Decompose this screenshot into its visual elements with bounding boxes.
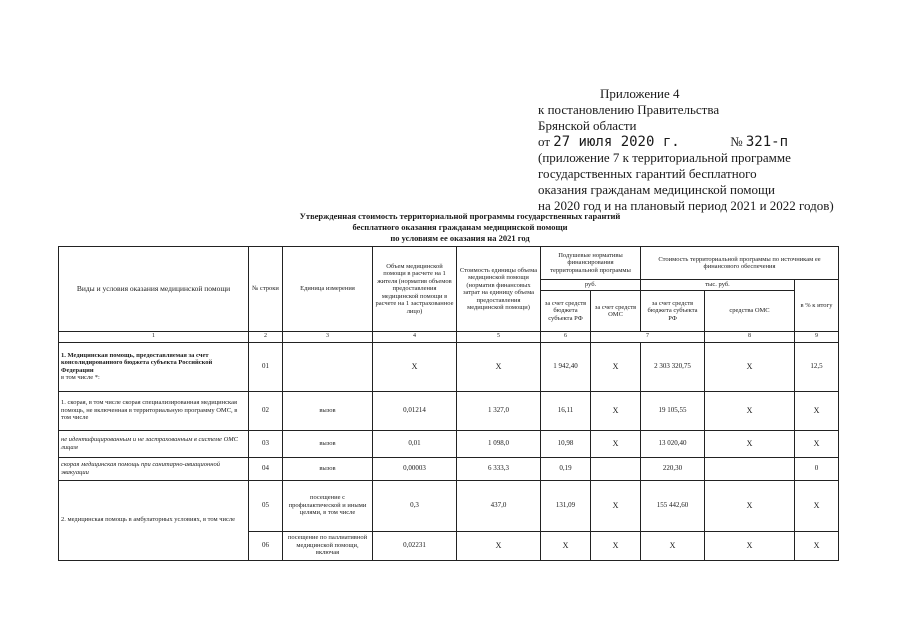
row-volume: 0,02231	[373, 531, 457, 560]
row-pc-oms	[591, 457, 641, 480]
row-volume: 0,3	[373, 480, 457, 531]
row-volume: 0,01214	[373, 391, 457, 430]
title-line: по условиям ее оказания на 2021 год	[390, 233, 530, 243]
row-unit-cost: 6 333,3	[457, 457, 541, 480]
column-number: 6	[541, 332, 591, 343]
col-header-oms-total: средства ОМС	[705, 291, 795, 332]
row-no: 06	[249, 531, 283, 560]
row-unit	[283, 342, 373, 391]
row-volume: X	[373, 342, 457, 391]
row-total-budget: 13 020,40	[641, 430, 705, 457]
header-note: (приложение 7 к территориальной программе	[538, 150, 791, 165]
row-pc-oms: X	[591, 342, 641, 391]
col-header-per-capita: Подушевые нормативы финансирования территориальной программы	[541, 247, 641, 280]
table-row	[59, 457, 839, 480]
col-header-rub: руб.	[541, 280, 641, 291]
number-value: 321-п	[745, 134, 789, 150]
row-pc-oms: X	[591, 391, 641, 430]
row-total-oms: X	[705, 531, 795, 560]
col-header-program-cost: Стоимость территориальной программы по источникам ее финансового обеспечения	[641, 247, 839, 280]
document-title	[150, 211, 770, 244]
column-number: 8	[705, 332, 795, 343]
number-prefix: №	[730, 134, 743, 149]
header-line: к постановлению Правительства	[538, 102, 720, 117]
row-unit: вызов	[283, 430, 373, 457]
col-header-percent: в % к итогу	[795, 280, 839, 332]
row-no: 04	[249, 457, 283, 480]
table-row	[59, 430, 839, 457]
row-total-budget: X	[641, 531, 705, 560]
col-header-budget-total: за счет средств бюджета субъекта РФ	[641, 291, 705, 332]
row-pc-budget: 0,19	[541, 457, 591, 480]
row-unit-cost: 437,0	[457, 480, 541, 531]
row-pc-budget: 10,98	[541, 430, 591, 457]
row-no: 02	[249, 391, 283, 430]
row-total-oms: X	[705, 342, 795, 391]
column-number: 4	[373, 332, 457, 343]
row-percent: 12,5	[795, 342, 839, 391]
col-header-volume: Объем медицинской помощи в расчете на 1 жителя (норматив объемов предоставления медицинской помощи в расчете на 1 застрахованное лицо)	[373, 247, 457, 332]
row-name: 2. медицинская помощь в амбулаторных условиях, в том числе	[59, 480, 249, 560]
column-number: 1	[59, 332, 249, 343]
row-name: не идентифицированным и не застрахованным в системе ОМС лицам	[59, 430, 249, 457]
row-unit: посещение по паллиативной медицинской помощи, включая	[283, 531, 373, 560]
row-unit: вызов	[283, 391, 373, 430]
row-name: скорая медицинская помощь при санитарно-авиационной эвакуации	[59, 457, 249, 480]
row-pc-oms: X	[591, 430, 641, 457]
col-header-thous-rub: тыс. руб.	[641, 280, 795, 291]
title-line: Утвержденная стоимость территориальной программы государственных гарантий	[299, 211, 621, 221]
row-pc-budget: 1 942,40	[541, 342, 591, 391]
col-header-unit-cost: Стоимость единицы объема медицинской помощи (норматив финансовых затрат на единицу объема предоставления медицинской помощи)	[457, 247, 541, 332]
row-percent: X	[795, 480, 839, 531]
table-row	[59, 342, 839, 391]
row-unit: вызов	[283, 457, 373, 480]
col-header-row-no: № строки	[249, 247, 283, 332]
header-note: оказания гражданам медицинской помощи	[538, 182, 775, 197]
table-header-row	[59, 247, 839, 280]
row-pc-budget: 16,11	[541, 391, 591, 430]
row-total-budget: 155 442,60	[641, 480, 705, 531]
column-number: 9	[795, 332, 839, 343]
row-total-budget: 19 105,55	[641, 391, 705, 430]
row-unit-cost: X	[457, 531, 541, 560]
row-name: 1. Медицинская помощь, предоставляемая за счет консолидированного бюджета субъекта Российской Федерации в том числе *:	[59, 342, 249, 391]
col-header-budget: за счет средств бюджета субъекта РФ	[541, 291, 591, 332]
date-prefix: от	[538, 134, 551, 149]
row-name: 1. скорая, в том числе скорая специализированная медицинская помощь, не включенная в территориальную программу ОМС, в том числе	[59, 391, 249, 430]
date-number-line	[538, 134, 898, 150]
row-volume: 0,00003	[373, 457, 457, 480]
table-row	[59, 391, 839, 430]
row-pc-oms: X	[591, 480, 641, 531]
row-no: 03	[249, 430, 283, 457]
column-number-row	[59, 332, 839, 343]
row-pc-budget: 131,09	[541, 480, 591, 531]
row-total-budget: 2 303 320,75	[641, 342, 705, 391]
row-total-oms	[705, 457, 795, 480]
row-volume: 0,01	[373, 430, 457, 457]
row-unit-cost: 1 327,0	[457, 391, 541, 430]
row-no: 05	[249, 480, 283, 531]
row-no: 01	[249, 342, 283, 391]
row-percent: 0	[795, 457, 839, 480]
column-number: 3	[283, 332, 373, 343]
row-unit: посещение с профилактической и иными целями, в том числе	[283, 480, 373, 531]
cost-table	[58, 246, 839, 561]
row-unit-cost: X	[457, 342, 541, 391]
date-value: 27 июля 2020 г.	[553, 134, 680, 150]
row-percent: X	[795, 391, 839, 430]
appendix-label: Приложение 4	[600, 86, 680, 101]
column-number: 7	[591, 332, 705, 343]
title-line: бесплатного оказания гражданам медицинской помощи	[352, 222, 568, 232]
row-total-oms: X	[705, 480, 795, 531]
row-percent: X	[795, 531, 839, 560]
row-total-oms: X	[705, 391, 795, 430]
header-note: на 2020 год и на плановый период 2021 и 2022 годов)	[538, 198, 834, 213]
col-header-oms: за счет средств ОМС	[591, 291, 641, 332]
column-number: 2	[249, 332, 283, 343]
column-number: 5	[457, 332, 541, 343]
col-header-kind: Виды и условия оказания медицинской помощи	[59, 247, 249, 332]
row-total-oms: X	[705, 430, 795, 457]
document-header	[538, 86, 898, 214]
row-pc-oms: X	[591, 531, 641, 560]
row-percent: X	[795, 430, 839, 457]
row-pc-budget: X	[541, 531, 591, 560]
col-header-unit: Единица измерения	[283, 247, 373, 332]
row-total-budget: 220,30	[641, 457, 705, 480]
row-unit-cost: 1 098,0	[457, 430, 541, 457]
header-line: Брянской области	[538, 118, 637, 133]
table-row	[59, 480, 839, 531]
header-note: государственных гарантий бесплатного	[538, 166, 757, 181]
